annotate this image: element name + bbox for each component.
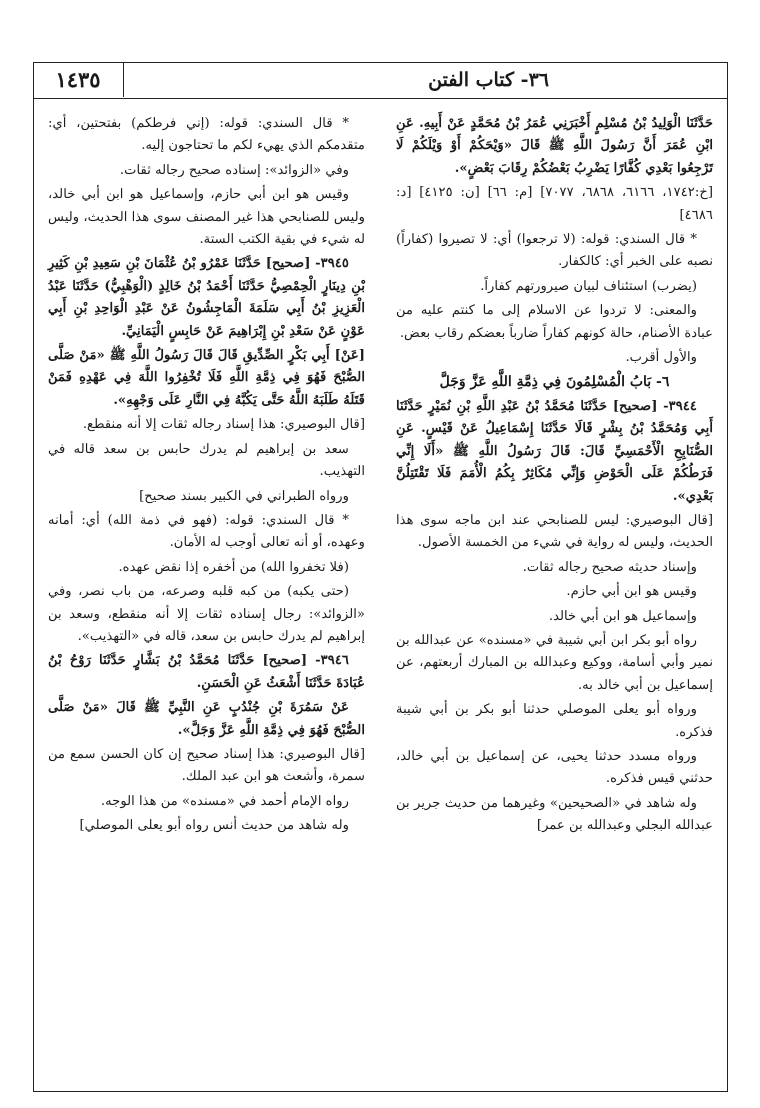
left-commentary-paragraph: * قال السندي: قوله: (فهو في ذمة الله) أي: أمانه وعهده، أو أنه تعالى أوجب له الأمان. [48,512,365,551]
right-commentary-paragraph: وقيس هو ابن أبي حازم. [566,584,697,600]
right-commentary-paragraph: رواه أبو بكر ابن أبي شيبة في «مسنده» عن عبدالله بن نمير وأبي أسامة، ووكيع وعبدالله بن المبارك أربعتهم، عن إسماعيل بن أبي خالد به. [396,632,713,693]
right-hadith-text: حَدَّثَنَا الْوَلِيدُ بْنُ مُسْلِمٍ أَخْبَرَنِي عُمَرُ بْنُ مُحَمَّدٍ عَنْ أَبِيهِ. عَنِ ابْنِ عُمَرَ أَنَّ رَسُولَ اللَّهِ ﷺ قَالَ «وَيْحَكُمْ أَوْ وَيْلَكُمْ لَا تَرْجِعُوا بَعْدِي كُفَّارًا يَضْرِبُ بَعْضُكُمْ رِقَابَ بَعْضٍ». [396,116,713,176]
right-commentary-paragraph: والأول أقرب. [625,350,697,366]
right-commentary-paragraph: (يضرب) استئناف لبيان صيرورتهم كفاراً. [480,278,697,294]
right-chapter-heading: ٦- بَابُ الْمُسْلِمُونَ فِي ذِمَّةِ اللَّهِ عَزَّ وَجَلَّ [439,374,670,391]
right-commentary-paragraph: والمعنى: لا تردوا عن الاسلام إلى ما كنتم عليه من عبادة الأصنام، حالة كونهم كفاراً ضارباً بعضكم رقاب بعض. [396,303,713,341]
right-commentary-paragraph: ورواه أبو يعلى الموصلي حدثنا أبو بكر بن أبي شيبة فذكره. [396,702,713,740]
right-column [396,113,713,840]
page-number: ١٤٣٥ [55,67,101,92]
left-hadith-text: عَنْ سَمُرَةَ بْنِ جُنْدُبٍ عَنِ النَّبِيِّ ﷺ قَالَ «مَنْ صَلَّى الصُّبْحَ فَهُوَ فِي ذِمَّةِ اللَّهِ عَزَّ وَجَلَّ». [48,700,365,738]
left-commentary-paragraph: سعد بن إبراهيم لم يدرك حابس بن سعد قاله في التهذيب. [48,441,365,480]
left-hadith-text: [عَنْ] أَبِي بَكْرٍ الصِّدِّيقِ قَالَ قَالَ رَسُولُ اللَّهِ ﷺ «مَنْ صَلَّى الصُّبْحَ فَهُوَ فِي ذِمَّةِ اللَّهِ فَلَا تُخْفِرُوا اللَّهَ فِي عَهْدِهِ فَمَنْ قَتَلَهُ طَلَبَهُ اللَّهُ حَتَّى يَكُبَّهُ فِي النَّارِ عَلَى وَجْهِهِ». [48,348,365,408]
left-commentary-paragraph: [قال البوصيري: هذا إسناد صحيح إن كان الحسن سمع من سمرة، وأشعث هو ابن عبد الملك. [48,746,365,785]
left-hadith-text: ٣٩٤٥- [صحيح] حَدَّثَنَا عَمْرُو بْنُ عُثْمَانَ بْنِ سَعِيدِ بْنِ كَثِيرِ بْنِ دِينَارٍ الْحِمْصِيُّ حَدَّثَنَا أَحْمَدُ بْنُ خَالِدٍ (الْوَهْبِيُّ) حَدَّثَنَا عَبْدُ الْعَزِيزِ بْنُ أَبِي سَلَمَةَ الْمَاجِشُونُ عَنْ عَبْدِ الْوَاحِدِ بْنِ أَبِي عَوْنٍ عَنْ سَعْدِ بْنِ إِبْرَاهِيمَ عَنْ حَابِسٍ الْيَمَانِيِّ. [48,256,365,339]
page-frame [33,62,728,1092]
left-commentary-paragraph: رواه الإمام أحمد في «مسنده» من هذا الوجه. [100,793,349,809]
left-commentary-paragraph: وقيس هو ابن أبي حازم، وإسماعيل هو ابن أبي خالد، وليس للصنابحي هذا غير المصنف سوى هذا الحديث، وليس له شيء في بقية الكتب الستة. [48,187,365,248]
left-commentary-paragraph: وفي «الزوائد»: إسناده صحيح رجاله ثقات. [119,162,349,178]
left-commentary-paragraph: * قال السندي: قوله: (إني فرطكم) بفتحتين، أي: متقدمكم الذي يهيء لكم ما تحتاجون إليه. [48,116,365,154]
right-commentary-paragraph: ورواه مسدد حدثنا يحيى، عن إسماعيل بن أبي خالد، حدثني قيس فذكره. [396,748,713,787]
left-column [48,113,365,840]
right-reference-line: [خ:١٧٤٢، ٦١٦٦، ٦٨٦٨، ٧٠٧٧] [م: ٦٦] [ن: ٤١٢٥] [د: ٤٦٨٦] [396,185,713,223]
left-commentary-paragraph: (فلا تخفروا الله) من أخفره إذا نقض عهده. [118,559,349,575]
left-commentary-paragraph: (حتى يكبه) من كبه قلبه وصرعه، من باب نصر، وفي «الزوائد»: رجال إسناده ثقات إلا أنه منقطع، وسعد بن إبراهيم لم يدرك حابس بن سعد، قاله في «التهذيب». [48,584,365,644]
right-commentary-paragraph: وإسماعيل هو ابن أبي خالد. [548,608,697,624]
right-commentary-paragraph: وإسناد حديثه صحيح رجاله ثقات. [522,559,697,575]
left-commentary-paragraph: [قال البوصيري: هذا إسناد رجاله ثقات إلا أنه منقطع. [82,417,365,433]
page-number-box [34,63,124,97]
running-title: ٣٦- كتاب الفتن [428,69,549,91]
right-commentary-paragraph: [قال البوصيري: ليس للصنابحي عند ابن ماجه سوى هذا الحديث، وليس له رواية في شيء من الخمسة الأصول. [396,512,713,551]
left-commentary-paragraph: ورواه الطبراني في الكبير بسند صحيح] [139,488,349,504]
page-header [34,63,727,99]
right-commentary-paragraph: * قال السندي: قوله: (لا ترجعوا) أي: لا تصيروا (كفاراً) نصبه على الخبر أي: كالكفار. [396,232,713,270]
right-commentary-paragraph: وله شاهد في «الصحيحين» وغيرهما من حديث جرير بن عبدالله البجلي وعبدالله بن عمر] [396,795,713,834]
left-hadith-text: ٣٩٤٦- [صحيح] حَدَّثَنَا مُحَمَّدُ بْنُ بَشَّارٍ حَدَّثَنَا رَوْحُ بْنُ عُبَادَةَ حَدَّثَنَا أَشْعَثُ عَنِ الْحَسَنِ. [48,653,365,691]
right-hadith-text: ٣٩٤٤- [صحيح] حَدَّثَنَا مُحَمَّدُ بْنُ عَبْدِ اللَّهِ بْنِ نُمَيْرٍ حَدَّثَنَا أَبِي وَمُحَمَّدُ بْنُ بِشْرٍ قَالَا حَدَّثَنَا إِسْمَاعِيلُ عَنْ قَيْسٍ. عَنِ الصُّنَابِحِ الْأَحْمَسِيِّ قَالَ: قَالَ رَسُولُ اللَّهِ ﷺ «أَلَا إِنِّي فَرَطُكُمْ عَلَى الْحَوْضِ وَإِنِّي مُكَاثِرٌ بِكُمُ الْأُمَمَ فَلَا تَقْتَتِلُنَّ بَعْدِي». [396,398,713,504]
left-commentary-paragraph: وله شاهد من حديث أنس رواه أبو يعلى الموصلي] [79,818,349,834]
